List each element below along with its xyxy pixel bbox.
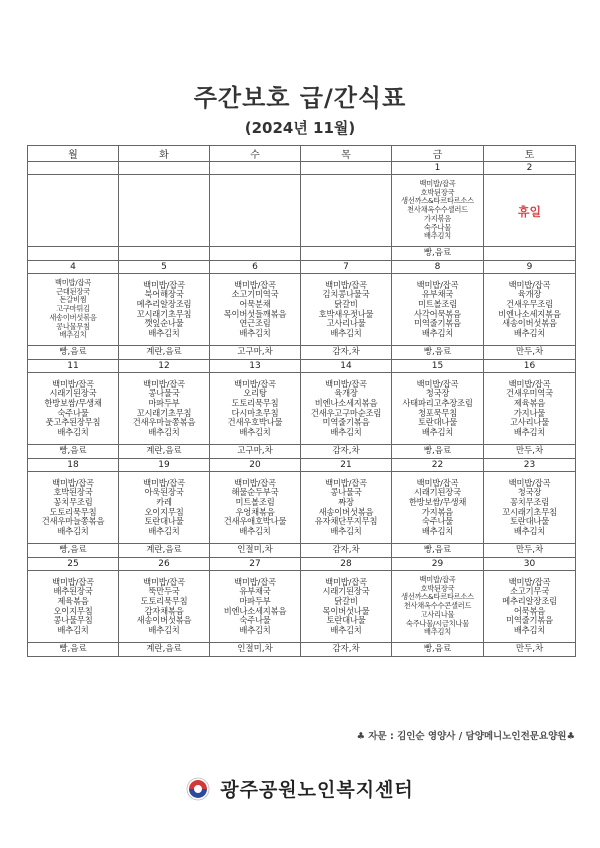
meal-cell — [119, 571, 210, 643]
date-cell: 18 — [28, 459, 119, 472]
meal-item: 제육볶음 — [513, 397, 546, 408]
meal-row — [28, 274, 576, 346]
meal-item: 백미밥/잡곡 — [234, 279, 276, 290]
meal-item: 숙주나물/시금치나물 — [406, 618, 469, 628]
meal-cell — [301, 175, 392, 247]
meal-cell — [28, 274, 119, 346]
meal-item: 돈갈비찜 — [59, 295, 87, 305]
snack-cell: 빵,음료 — [28, 445, 119, 459]
meal-item: 마파두부 — [239, 595, 271, 606]
organization-logo-icon — [186, 777, 210, 801]
meal-cell — [210, 373, 301, 445]
meal-item: 백미밥/잡곡 — [416, 477, 459, 488]
meal-item: 토란대나물 — [417, 417, 458, 428]
meal-item: 깻잎순나물 — [144, 318, 184, 329]
meal-item: 백미밥/잡곡 — [508, 378, 551, 389]
meal-cell — [119, 274, 210, 346]
meal-item: 카레 — [156, 496, 172, 507]
snack-cell: 계란,음료 — [119, 346, 210, 360]
meal-item: 시래기된장국 — [49, 388, 97, 399]
meal-item: 육개장 — [517, 289, 542, 300]
meal-item: 고사리나물 — [326, 318, 366, 329]
date-cell: 25 — [28, 558, 119, 571]
date-cell: 19 — [119, 459, 210, 472]
meal-item: 메추리알장조림 — [136, 298, 192, 309]
snack-cell: 빵,음료 — [392, 643, 484, 657]
meal-cell — [301, 274, 392, 346]
meal-item: 콩나물무침 — [56, 321, 90, 331]
meal-item: 건새우호박나물 — [227, 417, 283, 428]
meal-cell — [484, 373, 576, 445]
date-cell: 4 — [28, 261, 119, 274]
meal-cell — [392, 274, 484, 346]
snack-cell: 인절미,차 — [210, 643, 301, 657]
meal-cell — [301, 373, 392, 445]
meal-cell — [28, 472, 119, 544]
meal-item: 미트볼조림 — [417, 298, 458, 309]
date-cell: 13 — [210, 360, 301, 373]
meal-list — [28, 380, 118, 438]
meal-cell — [484, 274, 576, 346]
meal-item: 미역줄기볶음 — [414, 318, 461, 329]
snack-cell: 계란,음료 — [119, 445, 210, 459]
meal-item: 근대된장국 — [56, 286, 90, 296]
meal-item: 백미밥/잡곡 — [416, 279, 459, 290]
meal-item: 풋고추된장무침 — [45, 417, 101, 428]
weekday-header-row — [28, 146, 576, 162]
meal-item: 꼬시래기초무침 — [136, 308, 192, 319]
meal-list — [484, 479, 575, 537]
meal-list — [392, 281, 483, 339]
meal-list — [28, 279, 118, 340]
meal-item: 백미밥/잡곡 — [419, 179, 456, 189]
meal-item: 천사채옥수수샐러드 — [407, 205, 468, 215]
date-cell: 12 — [119, 360, 210, 373]
meal-item: 한방보쌈/무생채 — [408, 496, 467, 507]
meal-row — [28, 175, 576, 247]
meal-item: 오리탕 — [243, 388, 267, 399]
date-cell: 1 — [392, 162, 484, 175]
meal-item: 미트볼조림 — [235, 496, 275, 507]
meal-list — [301, 380, 391, 438]
meal-item: 사각어묵볶음 — [414, 308, 461, 319]
meal-item: 백미밥/잡곡 — [143, 378, 185, 389]
date-cell: 5 — [119, 261, 210, 274]
meal-list — [119, 578, 209, 636]
snack-cell: 만두,차 — [484, 445, 576, 459]
date-cell: 23 — [484, 459, 576, 472]
meal-item: 북어해장국 — [144, 289, 184, 300]
meal-item: 도토리묵무침 — [49, 506, 97, 517]
meal-item: 닭갈비 — [334, 298, 358, 309]
meal-item: 메추리알장조림 — [502, 595, 557, 606]
meal-list — [301, 479, 391, 537]
meal-item: 백미밥/잡곡 — [508, 576, 551, 587]
meal-cell — [210, 175, 301, 247]
meal-item: 유자채단무지무침 — [314, 516, 378, 527]
meal-item: 백미밥/잡곡 — [55, 278, 91, 288]
meal-item: 뚝만두국 — [148, 586, 180, 597]
meal-item: 콩나물국 — [330, 487, 362, 498]
snack-cell: 만두,차 — [484, 643, 576, 657]
meal-item: 한방보쌈/무생채 — [44, 397, 102, 408]
meal-row — [28, 373, 576, 445]
meal-item: 콩나물국 — [148, 388, 180, 399]
meal-cell — [28, 373, 119, 445]
date-cell: 2 — [484, 162, 576, 175]
meal-item: 백미밥/잡곡 — [419, 575, 456, 585]
snack-row — [28, 643, 576, 657]
meal-cell — [392, 571, 484, 643]
meal-item: 백미밥/잡곡 — [325, 279, 367, 290]
meal-item: 백미밥/잡곡 — [325, 477, 367, 488]
meal-item: 꽁치무조림 — [509, 496, 550, 507]
meal-item: 백미밥/잡곡 — [143, 279, 185, 290]
meal-item: 토란대나물 — [509, 516, 550, 527]
meal-item: 백미밥/잡곡 — [234, 378, 276, 389]
meal-item: 토란대나물 — [144, 516, 184, 527]
meal-item: 비엔나소세지볶음 — [223, 605, 287, 616]
weekday-header: 수 — [210, 146, 301, 162]
meal-list — [484, 380, 575, 438]
meal-item: 백미밥/잡곡 — [508, 477, 551, 488]
date-cell: 30 — [484, 558, 576, 571]
meal-item: 배추김치 — [239, 525, 271, 536]
meal-item: 생선까스&타르타르소스 — [401, 196, 474, 206]
date-row — [28, 360, 576, 373]
meal-item: 사태파리고추장조림 — [402, 397, 473, 408]
meal-item: 짜장 — [338, 496, 354, 507]
meal-item: 숙주나물 — [421, 516, 454, 527]
date-cell: 21 — [301, 459, 392, 472]
meal-item: 배추김치 — [57, 426, 89, 437]
organization-name: 광주공원노인복지센터 — [220, 779, 414, 801]
date-cell — [119, 162, 210, 175]
meal-item: 청국장 — [517, 487, 542, 498]
meal-item: 백미밥/잡곡 — [52, 576, 94, 587]
meal-item: 꽁치무조림 — [53, 496, 93, 507]
meal-item: 미역줄기볶음 — [506, 615, 553, 626]
nutrition-credit: ♣ 자문 : 김인순 영양사 / 담양메니노인전문요양원♣ — [356, 731, 575, 742]
meal-row — [28, 472, 576, 544]
meal-list — [28, 479, 118, 537]
meal-item: 호박된장국 — [420, 187, 455, 197]
meal-item: 백미밥/잡곡 — [325, 378, 367, 389]
date-cell: 20 — [210, 459, 301, 472]
meal-list — [119, 281, 209, 339]
snack-cell — [301, 247, 392, 261]
date-cell: 28 — [301, 558, 392, 571]
meal-item: 미역줄기볶음 — [322, 417, 370, 428]
meal-item: 꼬시래기초무침 — [502, 506, 557, 517]
meal-cell — [392, 373, 484, 445]
date-cell: 11 — [28, 360, 119, 373]
date-cell: 7 — [301, 261, 392, 274]
meal-cell — [210, 571, 301, 643]
meal-item: 배추김치 — [421, 426, 454, 437]
meal-item: 백미밥/잡곡 — [234, 576, 276, 587]
meal-item: 천사채옥수수콘샐러드 — [403, 601, 472, 611]
meal-list — [210, 479, 300, 537]
meal-item: 유부채국 — [239, 586, 271, 597]
meal-item: 배추김치 — [148, 327, 180, 338]
date-cell: 8 — [392, 261, 484, 274]
meal-cell — [210, 274, 301, 346]
snack-row — [28, 544, 576, 558]
snack-cell: 감자,차 — [301, 544, 392, 558]
snack-cell: 계란,음료 — [119, 643, 210, 657]
date-cell: 22 — [392, 459, 484, 472]
meal-item: 유부채국 — [421, 289, 454, 300]
meal-list — [28, 578, 118, 636]
date-cell: 27 — [210, 558, 301, 571]
weekday-header: 월 — [28, 146, 119, 162]
meal-item: 아욱된장국 — [144, 487, 184, 498]
meal-item: 오이지무침 — [53, 605, 93, 616]
meal-item: 숙주나물 — [239, 615, 271, 626]
meal-item: 배추김치 — [330, 624, 362, 635]
meal-list — [484, 281, 575, 339]
meal-list — [392, 479, 483, 537]
meal-item: 호박새우젓나물 — [318, 308, 374, 319]
snack-row — [28, 346, 576, 360]
meal-item: 생선까스&타르타르소스 — [401, 592, 474, 602]
meal-item: 감자채볶음 — [144, 605, 184, 616]
meal-item: 배추김치 — [57, 624, 89, 635]
meal-item: 배추김치 — [148, 624, 180, 635]
meal-item: 건새우무조림 — [506, 298, 553, 309]
meal-item: 새송이버섯볶음 — [318, 506, 374, 517]
weekday-header: 목 — [301, 146, 392, 162]
meal-item: 백미밥/잡곡 — [143, 477, 185, 488]
date-cell: 29 — [392, 558, 484, 571]
meal-item: 우엉채볶음 — [235, 506, 275, 517]
date-cell — [28, 162, 119, 175]
meal-list — [392, 380, 483, 438]
meal-item: 호박된장국 — [53, 487, 93, 498]
meal-item: 연근조림 — [239, 318, 271, 329]
menu-table — [27, 145, 576, 657]
meal-item: 고사리나물 — [420, 609, 455, 619]
date-row — [28, 162, 576, 175]
snack-cell: 감자,차 — [301, 643, 392, 657]
meal-item: 건새우미역국 — [506, 388, 553, 399]
date-cell: 16 — [484, 360, 576, 373]
meal-item: 백미밥/잡곡 — [416, 378, 459, 389]
meal-item: 백미밥/잡곡 — [508, 279, 551, 290]
snack-cell — [210, 247, 301, 261]
meal-item: 백미밥/잡곡 — [325, 576, 367, 587]
meal-item: 배추김치 — [330, 525, 362, 536]
meal-cell — [210, 472, 301, 544]
meal-item: 배추김치 — [148, 525, 180, 536]
snack-cell — [119, 247, 210, 261]
meal-item: 청포묵무침 — [417, 407, 458, 418]
date-cell: 6 — [210, 261, 301, 274]
meal-list — [210, 578, 300, 636]
weekday-header: 토 — [484, 146, 576, 162]
meal-list — [119, 479, 209, 537]
meal-item: 배추김치 — [424, 627, 451, 637]
snack-row — [28, 247, 576, 261]
meal-list — [392, 180, 483, 241]
meal-list — [392, 576, 483, 637]
snack-cell: 빵,음료 — [28, 346, 119, 360]
meal-item: 고사리나물 — [509, 417, 550, 428]
date-cell — [301, 162, 392, 175]
meal-item: 배추김치 — [239, 624, 271, 635]
weekday-header: 화 — [119, 146, 210, 162]
meal-item: 목이버섯들깨볶음 — [223, 308, 287, 319]
meal-item: 도토리묵무침 — [140, 595, 188, 606]
meal-item: 배추김치 — [330, 426, 362, 437]
meal-item: 오이지무침 — [144, 506, 184, 517]
meal-item: 어묵볶음 — [513, 605, 546, 616]
meal-item: 배추김치 — [239, 426, 271, 437]
meal-item: 배추김치 — [148, 426, 180, 437]
meal-cell — [28, 571, 119, 643]
meal-item: 가지볶음 — [421, 506, 454, 517]
meal-item: 비엔나소세지볶음 — [314, 397, 378, 408]
meal-item: 토란대나물 — [326, 615, 366, 626]
snack-row — [28, 445, 576, 459]
meal-item: 배추김치 — [59, 330, 87, 340]
meal-list — [301, 281, 391, 339]
meal-item: 소고기미역국 — [231, 289, 279, 300]
meal-item: 고구마튀김 — [56, 304, 90, 314]
meal-cell — [392, 472, 484, 544]
meal-item: 소고기무국 — [509, 586, 550, 597]
snack-cell: 고구마,차 — [210, 346, 301, 360]
meal-list — [301, 578, 391, 636]
meal-item: 목이버섯나물 — [322, 605, 370, 616]
meal-cell — [119, 175, 210, 247]
snack-cell: 빵,음료 — [392, 544, 484, 558]
snack-cell: 빵,음료 — [392, 346, 484, 360]
meal-item: 비엔나소세지볶음 — [498, 308, 561, 319]
meal-item: 어묵분채 — [239, 298, 271, 309]
meal-item: 새송이버섯볶음 — [502, 318, 557, 329]
meal-list — [210, 281, 300, 339]
meal-cell — [484, 175, 576, 247]
meal-item: 콩나물무침 — [53, 615, 93, 626]
snack-cell: 빵,음료 — [392, 247, 484, 261]
meal-item: 백미밥/잡곡 — [52, 378, 94, 389]
meal-item: 건새우마늘쫑볶음 — [132, 417, 196, 428]
snack-cell: 빵,음료 — [392, 445, 484, 459]
meal-cell — [392, 175, 484, 247]
meal-item: 배추김치 — [513, 327, 546, 338]
meal-item: 제육볶음 — [57, 595, 89, 606]
meal-cell — [301, 472, 392, 544]
meal-item: 가지볶음 — [424, 213, 451, 223]
snack-cell: 빵,음료 — [28, 643, 119, 657]
meal-item: 다시마초무침 — [231, 407, 279, 418]
meal-cell — [119, 472, 210, 544]
meal-cell — [484, 472, 576, 544]
holiday-label: 휴일 — [517, 205, 542, 219]
snack-cell: 만두,차 — [484, 544, 576, 558]
meal-item: 숙주나물 — [424, 222, 451, 232]
snack-cell: 감자,차 — [301, 445, 392, 459]
meal-item: 청국장 — [425, 388, 450, 399]
snack-cell: 계란,음료 — [119, 544, 210, 558]
meal-item: 해물순두부국 — [231, 487, 279, 498]
meal-item: 배추김치 — [421, 327, 454, 338]
meal-item: 배추김치 — [513, 525, 546, 536]
meal-item: 백미밥/잡곡 — [52, 477, 94, 488]
footer — [0, 775, 600, 802]
meal-item: 꼬시래기초무침 — [136, 407, 192, 418]
meal-item: 백미밥/잡곡 — [234, 477, 276, 488]
meal-cell — [301, 571, 392, 643]
date-cell: 15 — [392, 360, 484, 373]
snack-cell: 만두,차 — [484, 346, 576, 360]
date-cell — [210, 162, 301, 175]
meal-list — [484, 578, 575, 636]
meal-item: 육개장 — [334, 388, 358, 399]
snack-cell: 빵,음료 — [28, 544, 119, 558]
meal-item: 건새우고구마순조림 — [310, 407, 382, 418]
date-cell: 14 — [301, 360, 392, 373]
snack-cell — [484, 247, 576, 261]
date-row — [28, 261, 576, 274]
meal-item: 배추김치 — [513, 426, 546, 437]
meal-item: 배추된장국 — [53, 586, 93, 597]
snack-cell: 인절미,차 — [210, 544, 301, 558]
page-title: 주간보호 급/간식표 — [193, 84, 407, 112]
meal-list — [119, 380, 209, 438]
date-row — [28, 558, 576, 571]
meal-item: 가지나물 — [513, 407, 546, 418]
snack-cell: 고구마,차 — [210, 445, 301, 459]
meal-item: 도토리묵무침 — [231, 397, 279, 408]
meal-item: 시래기된장국 — [322, 586, 370, 597]
weekday-header: 금 — [392, 146, 484, 162]
meal-item: 건새우애호박나물 — [223, 516, 287, 527]
meal-item: 배추김치 — [421, 525, 454, 536]
date-cell: 9 — [484, 261, 576, 274]
meal-item: 배추김치 — [424, 231, 451, 241]
page-subtitle: (2024년 11월) — [244, 119, 356, 137]
meal-item: 새송이버섯볶음 — [136, 615, 192, 626]
snack-cell: 감자,차 — [301, 346, 392, 360]
meal-item: 마파두부 — [148, 397, 180, 408]
meal-list — [210, 380, 300, 438]
meal-item: 닭갈비 — [334, 595, 358, 606]
meal-item: 김치콩나물국 — [322, 289, 370, 300]
meal-item: 배추김치 — [239, 327, 271, 338]
date-cell: 26 — [119, 558, 210, 571]
meal-cell — [28, 175, 119, 247]
meal-item: 새송이버섯볶음 — [49, 312, 97, 322]
meal-item: 숙주나물 — [57, 407, 89, 418]
meal-item: 배추김치 — [330, 327, 362, 338]
meal-item: 배추김치 — [57, 525, 89, 536]
snack-cell — [28, 247, 119, 261]
meal-item: 시래기된장국 — [414, 487, 461, 498]
meal-item: 백미밥/잡곡 — [143, 576, 185, 587]
meal-item: 건새우마늘쫑볶음 — [41, 516, 105, 527]
meal-item: 호박된장국 — [420, 583, 455, 593]
date-row — [28, 459, 576, 472]
meal-cell — [119, 373, 210, 445]
meal-row — [28, 571, 576, 643]
meal-item: 배추김치 — [513, 624, 546, 635]
meal-cell — [484, 571, 576, 643]
